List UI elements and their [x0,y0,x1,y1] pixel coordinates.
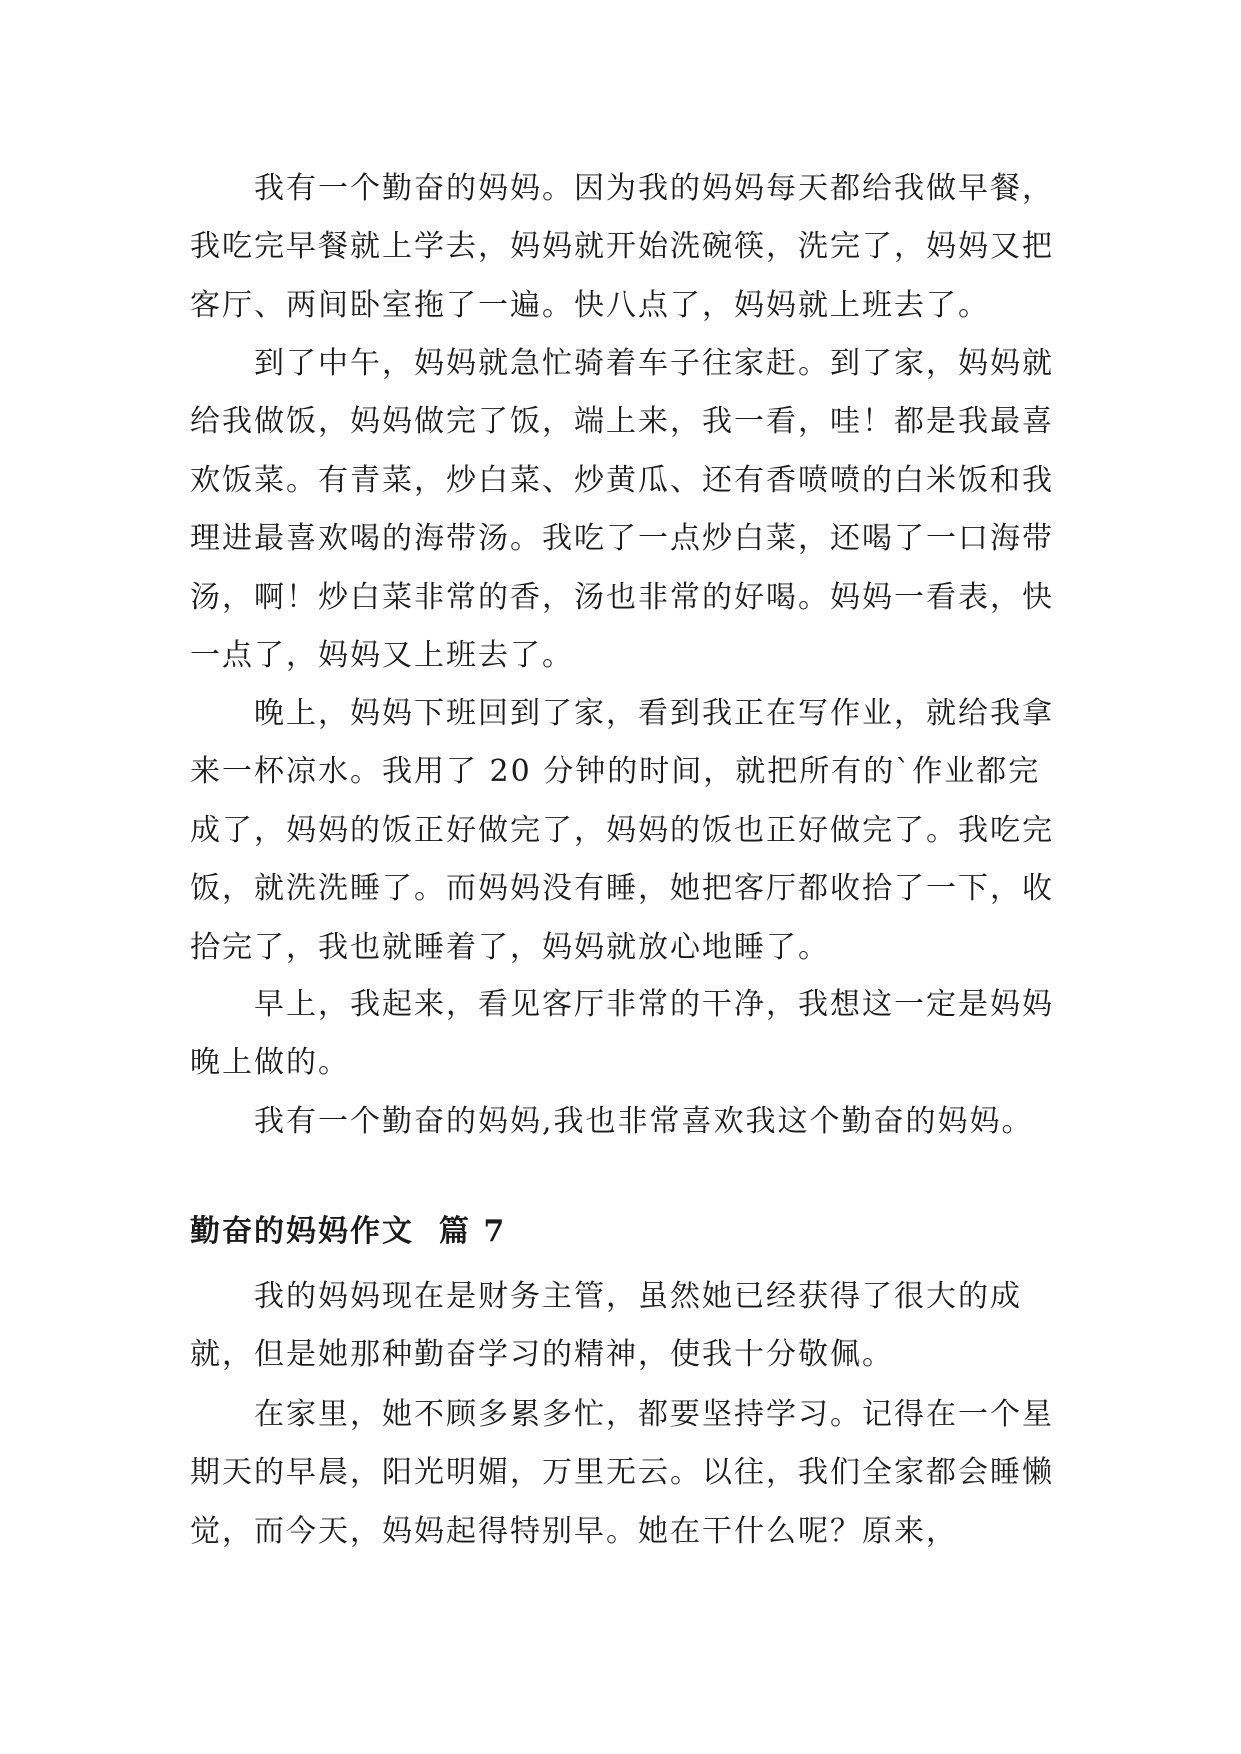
paragraph-evening-homework: 晚上，妈妈下班回到了家，看到我正在写作业，就给我拿来一杯凉水。我用了 20 分钟的时间，就把所有的`作业都完成了，妈妈的饭正好做完了，妈妈的饭也正好做完了。我吃完饭，就洗洗睡了。而妈妈没有睡，她把客厅都收拾了一下，收拾完了，我也就睡着了，妈妈就放心地睡了。 [190,696,1054,965]
paragraph-next-morning: 早上，我起来，看见客厅非常的干净，我想这一定是妈妈晚上做的。 [190,987,1054,1081]
paragraph-finance-manager: 我的妈妈现在是财务主管，虽然她已经获得了很大的成就，但是她那种勤奋学习的精神，使我十分敬佩。 [190,1279,1022,1373]
paragraph-busy-morning: 我有一个勤奋的妈妈。因为我的妈妈每天都给我做早餐，我吃完早餐就上学去，妈妈就开始洗碗筷，洗完了，妈妈又把客厅、两间卧室拖了一遍。快八点了，妈妈就上班去了。 [190,171,1054,323]
section-heading: 勤奋的妈妈作文 篇 7 [190,1214,507,1249]
paragraph-sunday-study: 在家里，她不顾多累多忙，都要坚持学习。记得在一个星期天的早晨，阳光明媚，万里无云。以往，我们全家都会睡懒觉，而今天，妈妈起得特别早。她在干什么呢？原来， [190,1397,1054,1549]
paragraph-noon-lunch: 到了中午，妈妈就急忙骑着车子往家赶。到了家，妈妈就给我做饭，妈妈做完了饭，端上来，我一看，哇！都是我最喜欢饭菜。有青菜，炒白菜、炒黄瓜、还有香喷喷的白米饭和我理进最喜欢喝的海带汤。我吃了一点炒白菜，还喝了一口海带汤，啊！炒白菜非常的香，汤也非常的好喝。妈妈一看表，快一点了，妈妈又上班去了。 [190,346,1054,674]
paragraph-conclusion: 我有一个勤奋的妈妈,我也非常喜欢我这个勤奋的妈妈。 [254,1104,1034,1139]
